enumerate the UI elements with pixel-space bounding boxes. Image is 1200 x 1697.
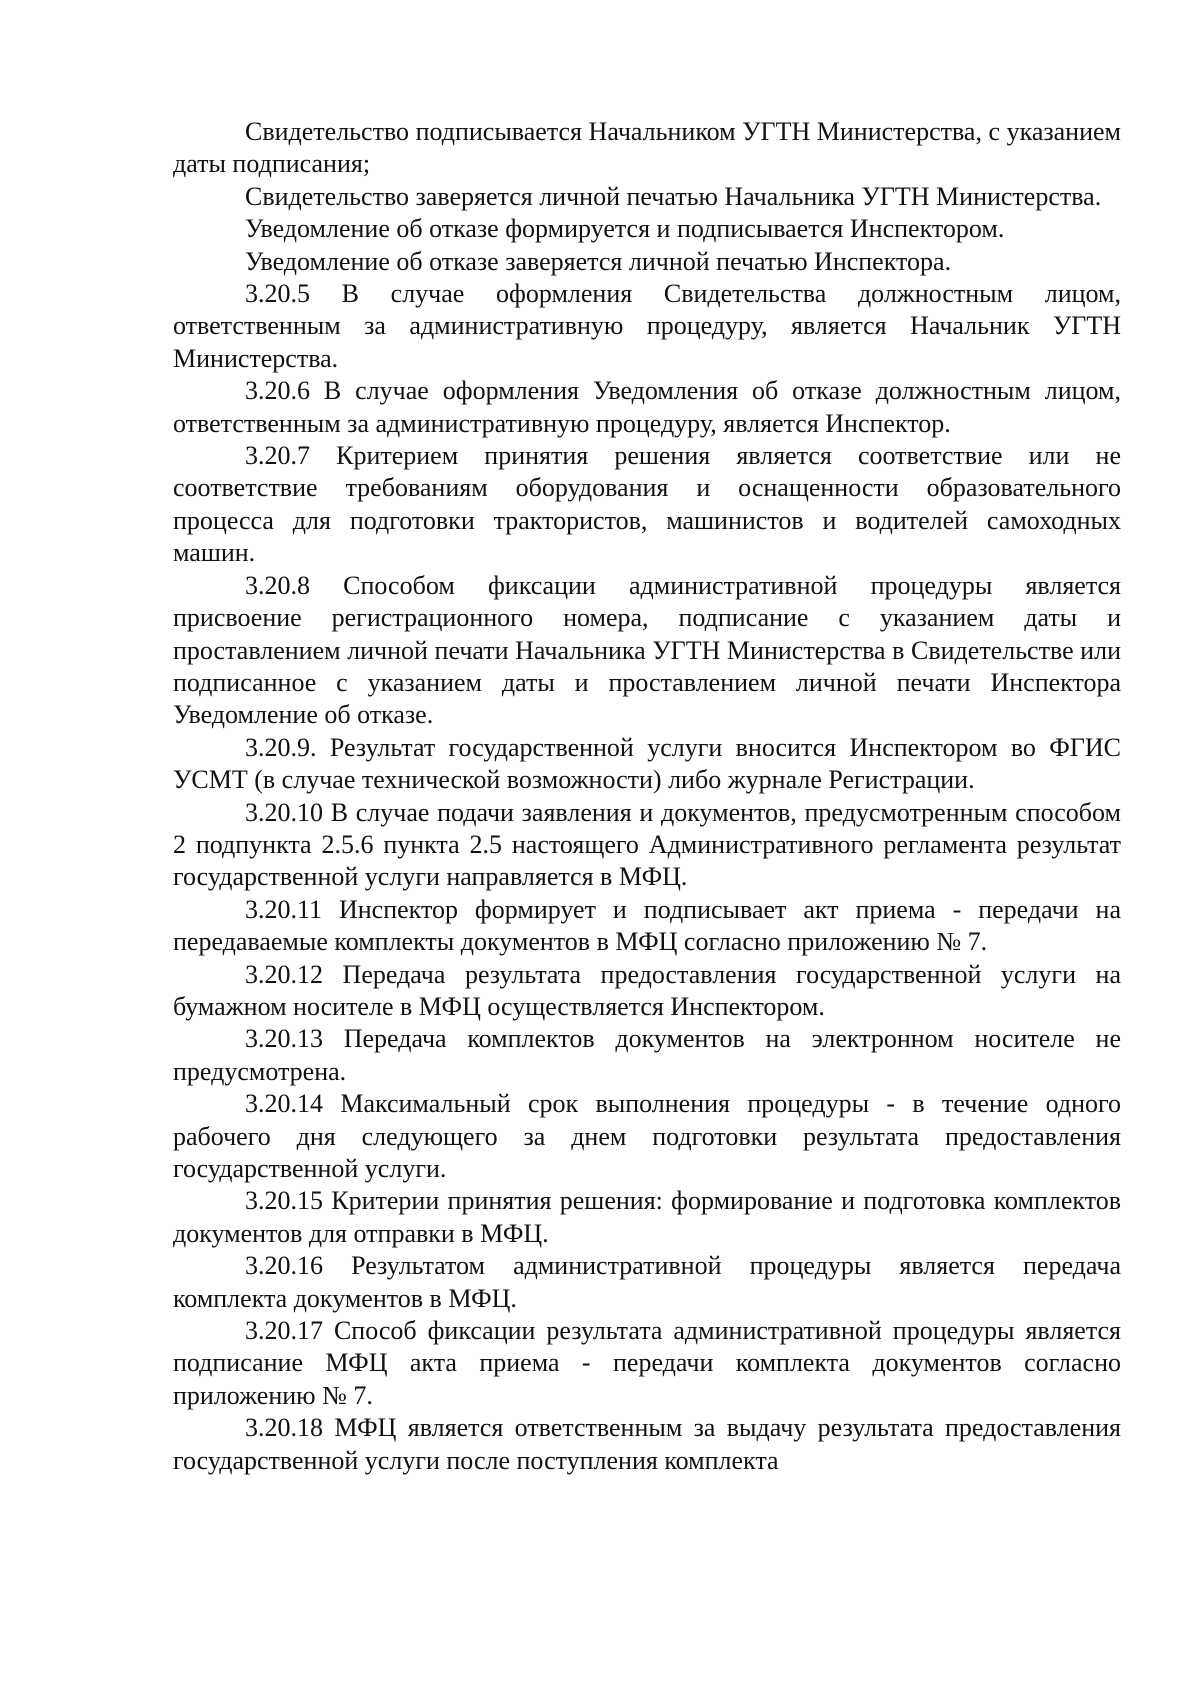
paragraph-3-20-16: 3.20.16 Результатом административной процедуры является передача комплекта документов в МФЦ.: [173, 1251, 1121, 1313]
paragraph-refusal-formed: Уведомление об отказе формируется и подписывается Инспектором.: [245, 214, 1005, 244]
paragraph-3-20-10: 3.20.10 В случае подачи заявления и документов, предусмотренным способом 2 подпункта 2.5.6 пункта 2.5 настоящего Административного регламента результат государственной услуги направляется в МФЦ.: [173, 797, 1121, 892]
paragraph-3-20-18: 3.20.18 МФЦ является ответственным за выдачу результата предоставления государственной услуги после поступления комплекта: [173, 1413, 1121, 1475]
paragraph-3-20-5: 3.20.5 В случае оформления Свидетельства должностным лицом, ответственным за административную процедуру, является Начальник УГТН Министерства.: [173, 279, 1121, 373]
paragraph-seal: Свидетельство заверяется личной печатью Начальника УГТН Министерства.: [245, 181, 1102, 211]
paragraph-3-20-12: 3.20.12 Передача результата предоставления государственной услуги на бумажном носителе в МФЦ осуществляется Инспектором.: [173, 959, 1121, 1021]
document-page: [173, 116, 1121, 1477]
paragraph-3-20-11: 3.20.11 Инспектор формирует и подписывает акт приема - передачи на передаваемые комплекты документов в МФЦ согласно приложению № 7.: [173, 894, 1121, 957]
paragraph-3-20-15: 3.20.15 Критерии принятия решения: формирование и подготовка комплектов документов для отправки в МФЦ.: [173, 1186, 1121, 1248]
paragraph-signing: Свидетельство подписывается Начальником УГТН Министерства, с указанием даты подписания;: [173, 117, 1121, 179]
paragraph-3-20-17: 3.20.17 Способ фиксации результата административной процедуры является подписание МФЦ акта приема - передачи комплекта документов согласно приложению № 7.: [173, 1316, 1121, 1410]
paragraph-3-20-14: 3.20.14 Максимальный срок выполнения процедуры - в течение одного рабочего дня следующего за днем подготовки результата предоставления государственной услуги.: [173, 1089, 1121, 1183]
paragraph-refusal-seal: Уведомление об отказе заверяется личной печатью Инспектора.: [245, 246, 952, 276]
paragraph-3-20-9: 3.20.9. Результат государственной услуги вносится Инспектором во ФГИС УСМТ (в случае технической возможности) либо журнале Регистрации.: [173, 732, 1121, 795]
paragraph-3-20-6: 3.20.6 В случае оформления Уведомления об отказе должностным лицом, ответственным за административную процедуру, является Инспектор.: [173, 376, 1121, 438]
paragraph-3-20-13: 3.20.13 Передача комплектов документов на электронном носителе не предусмотрена.: [173, 1024, 1121, 1086]
paragraph-3-20-8: 3.20.8 Способом фиксации административной процедуры является присвоение регистрационного номера, подписание с указанием даты и проставлением личной печати Начальника УГТН Министерства в Свидетельстве или подписанное с указанием даты и проставлением личной печати Инспектора Уведомление об отказе.: [173, 570, 1121, 730]
paragraph-3-20-7: 3.20.7 Критерием принятия решения является соответствие или не соответствие требованиям оборудования и оснащенности образовательного процесса для подготовки трактористов, машинистов и водителей самоходных машин.: [173, 441, 1121, 568]
